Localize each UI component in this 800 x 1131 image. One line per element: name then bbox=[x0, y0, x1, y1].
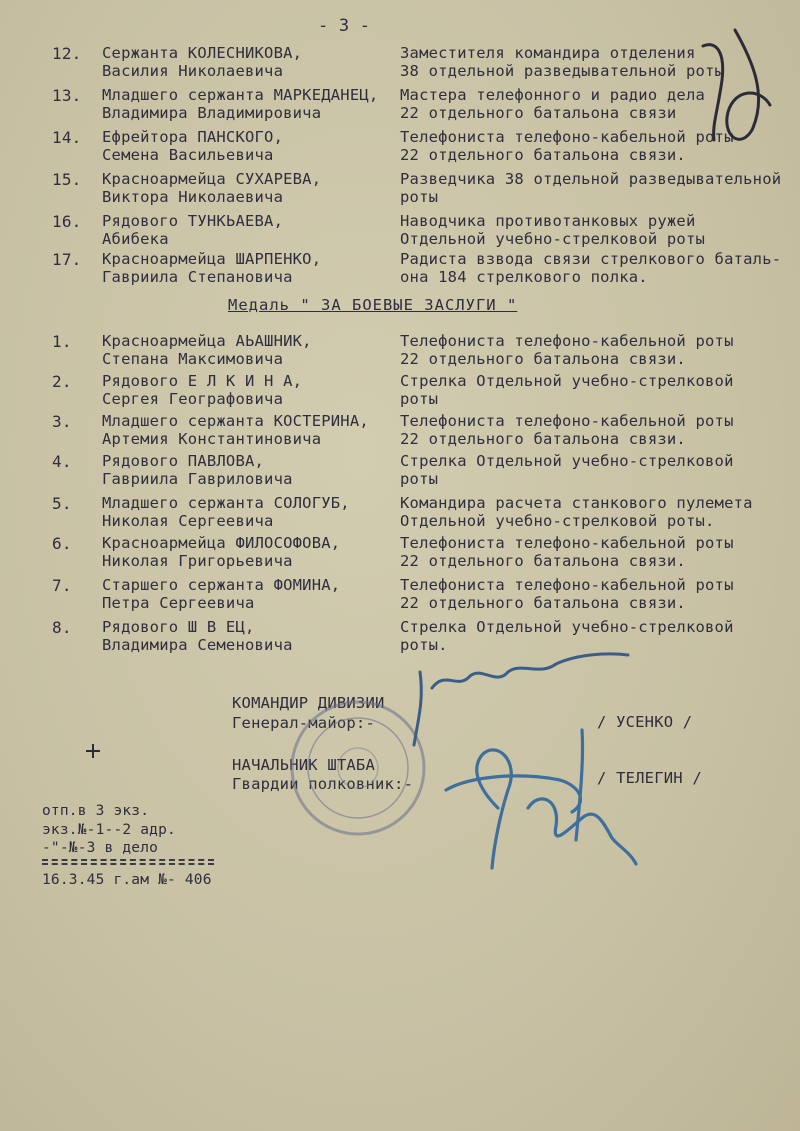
small-cross-mark bbox=[86, 744, 100, 758]
entry-rank-surname: Ефрейтора ПАНСКОГО, bbox=[102, 128, 284, 146]
entry-given-names: Владимира Семеновича bbox=[102, 636, 293, 654]
entry-given-names: Артемия Константиновича bbox=[102, 430, 322, 448]
entry-given-names: Степана Максимовича bbox=[102, 350, 284, 368]
entry-rank-surname: Рядового Ш В ЕЦ, bbox=[102, 618, 255, 636]
entry-number: 6. bbox=[52, 534, 72, 553]
entry-position-line1: Радиста взвода связи стрелкового баталь- bbox=[400, 250, 782, 268]
footer-divider bbox=[42, 859, 214, 861]
entry-number: 2. bbox=[52, 372, 72, 391]
entry-rank-surname: Красноармейца ШАРПЕНКО, bbox=[102, 250, 322, 268]
entry-position-line2: 38 отдельной разведывательной роты bbox=[400, 62, 725, 80]
entry-position-line1: Мастера телефонного и радио дела bbox=[400, 86, 706, 104]
chief-signature bbox=[446, 730, 636, 868]
entry-rank-surname: Красноармейца ФИЛОСОФОВА, bbox=[102, 534, 341, 552]
entry-position-line1: Стрелка Отдельной учебно-стрелковой bbox=[400, 452, 734, 470]
entry-position-line1: Командира расчета станкового пулемета bbox=[400, 494, 753, 512]
chief-name: / ТЕЛЕГИН / bbox=[597, 769, 702, 787]
entry-number: 16. bbox=[52, 212, 82, 231]
entry-position-line2: Отдельной учебно-стрелковой роты. bbox=[400, 512, 715, 530]
entry-given-names: Николая Григорьевича bbox=[102, 552, 293, 570]
entry-given-names: Гавриила Гавриловича bbox=[102, 470, 293, 488]
entry-position-line1: Разведчика 38 отдельной разведывательной bbox=[400, 170, 782, 188]
entry-given-names: Абибека bbox=[102, 230, 169, 248]
entry-position-line2: роты bbox=[400, 188, 439, 206]
entry-rank-surname: Старшего сержанта ФОМИНА, bbox=[102, 576, 341, 594]
entry-number: 12. bbox=[52, 44, 82, 63]
entry-position-line2: роты. bbox=[400, 636, 448, 654]
entry-rank-surname: Рядового Е Л К И Н А, bbox=[102, 372, 303, 390]
entry-given-names: Петра Сергеевича bbox=[102, 594, 255, 612]
footer-copies: отп.в 3 экз. bbox=[42, 803, 150, 819]
entry-rank-surname: Младшего сержанта СОЛОГУБ, bbox=[102, 494, 350, 512]
footer-divider-2 bbox=[42, 863, 214, 865]
entry-rank-surname: Младшего сержанта КОСТЕРИНА, bbox=[102, 412, 369, 430]
entry-position-line2: роты bbox=[400, 390, 439, 408]
commander-signature bbox=[414, 654, 628, 745]
entry-position-line2: она 184 стрелкового полка. bbox=[400, 268, 648, 286]
entry-rank-surname: Рядового ТУНКЬАЕВА, bbox=[102, 212, 284, 230]
entry-given-names: Николая Сергеевича bbox=[102, 512, 274, 530]
entry-number: 17. bbox=[52, 250, 82, 269]
entry-rank-surname: Красноармейца АЬАШНИК, bbox=[102, 332, 312, 350]
entry-rank-surname: Сержанта КОЛЕСНИКОВА, bbox=[102, 44, 303, 62]
entry-position-line2: 22 отдельного батальона связи. bbox=[400, 146, 686, 164]
entry-number: 5. bbox=[52, 494, 72, 513]
entry-position-line2: 22 отдельного батальона связи. bbox=[400, 594, 686, 612]
entry-position-line1: Телефониста телефоно-кабельной роты bbox=[400, 412, 734, 430]
entry-rank-surname: Младшего сержанта МАРКЕДАНЕЦ, bbox=[102, 86, 379, 104]
entry-position-line1: Стрелка Отдельной учебно-стрелковой bbox=[400, 618, 734, 636]
entry-number: 15. bbox=[52, 170, 82, 189]
chief-rank: Гвардии полковник:- bbox=[232, 775, 414, 793]
commander-title: КОМАНДИР ДИВИЗИИ bbox=[232, 694, 385, 712]
entry-position-line1: Телефониста телефоно-кабельной роты bbox=[400, 332, 734, 350]
entry-position-line1: Стрелка Отдельной учебно-стрелковой bbox=[400, 372, 734, 390]
entry-position-line1: Наводчика противотанковых ружей bbox=[400, 212, 696, 230]
entry-position-line2: 22 отдельного батальона связи. bbox=[400, 350, 686, 368]
entry-number: 4. bbox=[52, 452, 72, 471]
entry-given-names: Василия Николаевича bbox=[102, 62, 284, 80]
entry-number: 7. bbox=[52, 576, 72, 595]
entry-number: 1. bbox=[52, 332, 72, 351]
entry-position-line2: 22 отдельного батальона связи bbox=[400, 104, 677, 122]
footer-copy-addr: экз.№-1--2 адр. bbox=[42, 822, 176, 838]
entry-given-names: Сергея Географовича bbox=[102, 390, 284, 408]
entry-given-names: Владимира Владимировича bbox=[102, 104, 322, 122]
entry-position-line1: Заместителя командира отделения bbox=[400, 44, 696, 62]
footer-copy-file: -"-№-3 в дело bbox=[42, 840, 159, 856]
corner-mark bbox=[703, 30, 770, 140]
entry-position-line2: Отдельной учебно-стрелковой роты bbox=[400, 230, 706, 248]
entry-given-names: Виктора Николаевича bbox=[102, 188, 284, 206]
commander-name: / УСЕНКО / bbox=[597, 713, 693, 731]
entry-position-line2: 22 отдельного батальона связи. bbox=[400, 552, 686, 570]
entry-given-names: Гавриила Степановича bbox=[102, 268, 293, 286]
entry-number: 14. bbox=[52, 128, 82, 147]
section-title: Медаль " ЗА БОЕВЫЕ ЗАСЛУГИ " bbox=[228, 296, 518, 314]
entry-position-line1: Телефониста телефоно-кабельной роты bbox=[400, 534, 734, 552]
footer-date-ref: 16.3.45 г.ам №- 406 bbox=[42, 872, 212, 888]
entry-position-line1: Телефониста телефоно-кабельной роты bbox=[400, 128, 734, 146]
entry-position-line2: роты bbox=[400, 470, 439, 488]
entry-number: 8. bbox=[52, 618, 72, 637]
entry-rank-surname: Рядового ПАВЛОВА, bbox=[102, 452, 265, 470]
entry-position-line2: 22 отдельного батальона связи. bbox=[400, 430, 686, 448]
page-number: - 3 - bbox=[318, 16, 371, 36]
entry-number: 3. bbox=[52, 412, 72, 431]
entry-given-names: Семена Васильевича bbox=[102, 146, 274, 164]
entry-position-line1: Телефониста телефоно-кабельной роты bbox=[400, 576, 734, 594]
entry-rank-surname: Красноармейца СУХАРЕВА, bbox=[102, 170, 322, 188]
commander-rank: Генерал-майор:- bbox=[232, 714, 375, 732]
chief-title: НАЧАЛЬНИК ШТАБА bbox=[232, 756, 375, 774]
entry-number: 13. bbox=[52, 86, 82, 105]
